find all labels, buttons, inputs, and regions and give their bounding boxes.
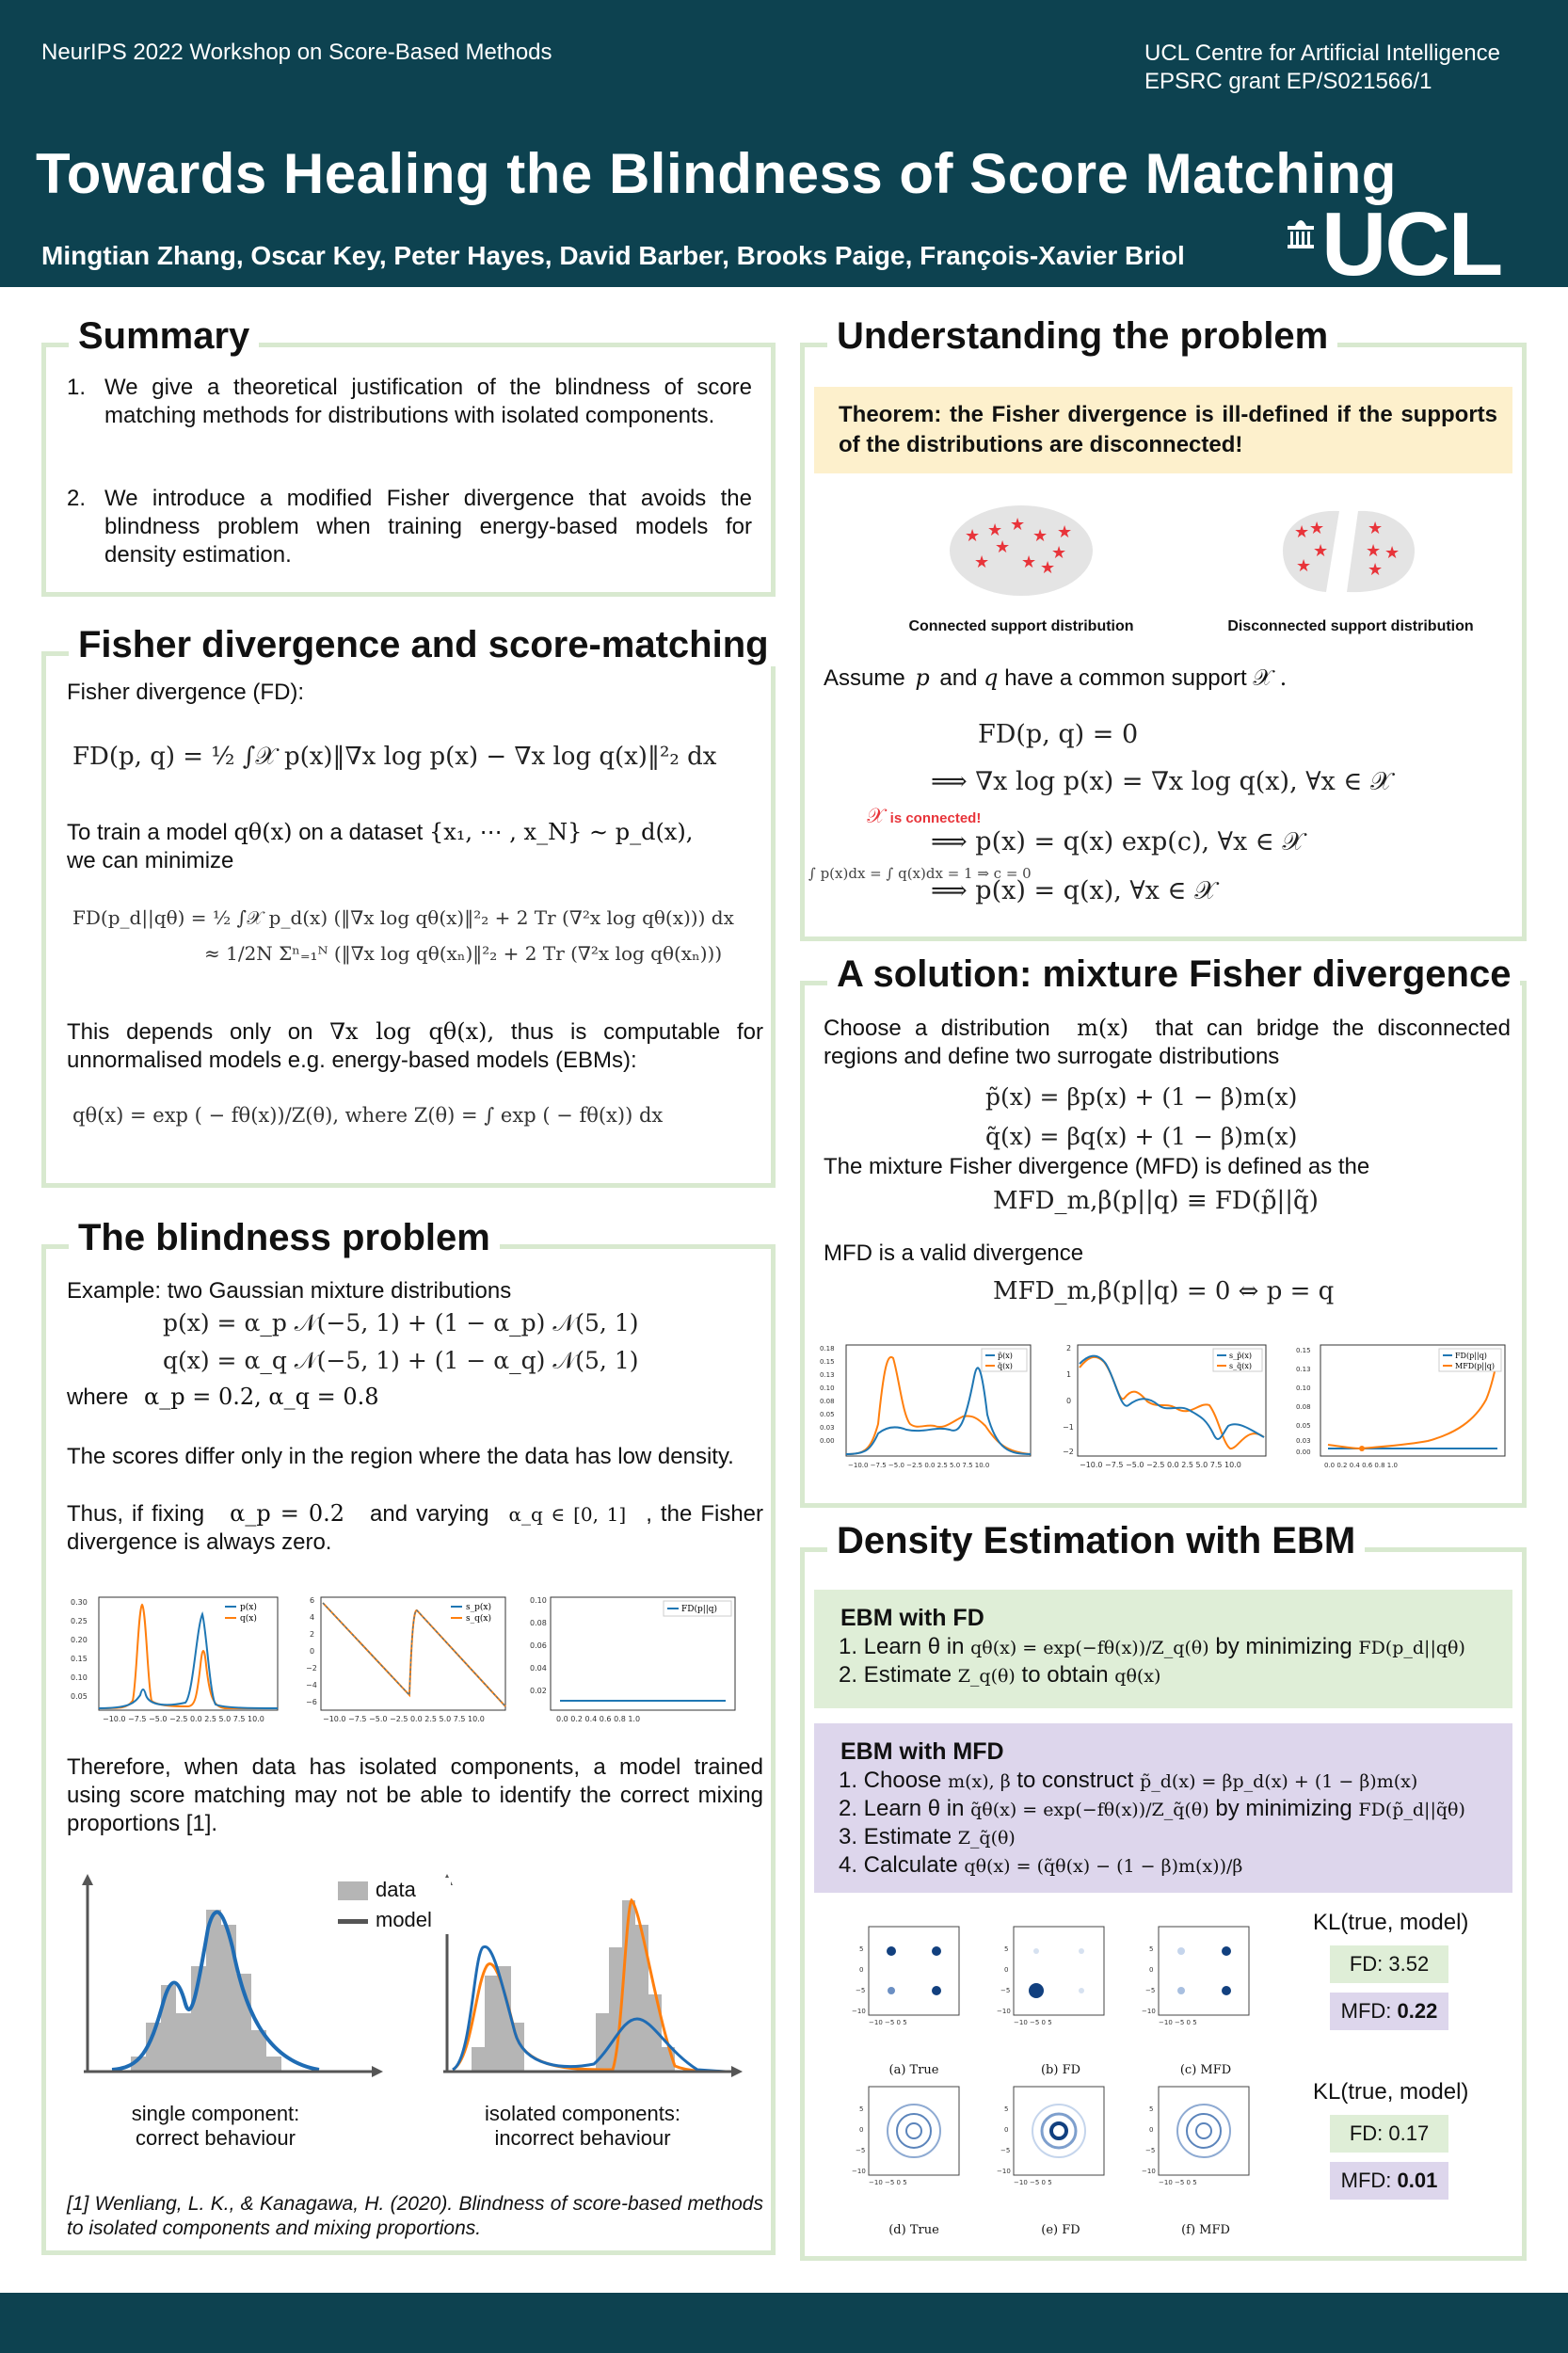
- svg-text:−5: −5: [1000, 2147, 1011, 2154]
- fisher-section: [41, 624, 776, 1188]
- fd-equation: FD(p, q) = ½ ∫𝒳 p(x)‖∇x log p(x) − ∇x log q(x)‖²₂ dx: [72, 743, 717, 771]
- legend-model-label: model: [376, 1908, 432, 1931]
- svg-text:p(x): p(x): [240, 1603, 257, 1612]
- svg-text:0.05: 0.05: [1296, 1422, 1311, 1430]
- summary-item: [67, 374, 752, 430]
- where-text: [67, 1383, 379, 1412]
- theorem-box: [814, 387, 1512, 473]
- caption-line: isolated components:: [485, 2102, 680, 2125]
- where-math: α_p = 0.2, α_q = 0.8: [144, 1384, 379, 1410]
- svg-text:2: 2: [1066, 1344, 1072, 1353]
- svg-text:−5: −5: [1000, 1987, 1011, 1994]
- assume-q: q: [984, 664, 999, 691]
- svg-text:−10: −10: [997, 2168, 1011, 2175]
- svg-text:5: 5: [859, 1945, 864, 1953]
- step-text: 1. Learn θ in: [839, 1634, 965, 1659]
- where-label: where: [67, 1385, 129, 1410]
- derivation-line1: FD(p, q) = 0: [978, 720, 1139, 749]
- svg-text:★: ★: [1294, 522, 1310, 541]
- thus-math1: α_p = 0.2: [230, 1500, 344, 1527]
- svg-text:0.08: 0.08: [820, 1398, 835, 1405]
- mfd-equation: MFD_m,β(p||q) ≡ FD(p̃||q̃): [993, 1187, 1319, 1215]
- mfd-definition-text: The mixture Fisher divergence (MFD) is defined as the: [824, 1154, 1370, 1179]
- svg-text:0.06: 0.06: [530, 1641, 547, 1650]
- svg-text:−10: −10: [1142, 2168, 1156, 2175]
- svg-text:FD(p||q): FD(p||q): [681, 1605, 718, 1614]
- ebm-mfd-step: [839, 1823, 1016, 1852]
- svg-text:−10 −5 0 5: −10 −5 0 5: [1014, 2019, 1052, 2026]
- assume-b: have a common support: [1004, 665, 1247, 691]
- svg-text:4: 4: [310, 1613, 315, 1622]
- caption-line: incorrect behaviour: [494, 2126, 671, 2150]
- svg-text:−10 −5 0 5: −10 −5 0 5: [869, 2019, 907, 2026]
- ebm-fd-step: [839, 1661, 1160, 1690]
- choose-b: that can bridge the disconnected regions and define two surrogate distributions: [824, 1016, 1511, 1069]
- choose-m: m(x): [1077, 1015, 1129, 1041]
- score-plot: [293, 1590, 511, 1731]
- blindness-section: [41, 1217, 776, 2255]
- density-plot: [65, 1590, 283, 1731]
- kl-fd-result: FD: 3.52: [1330, 1945, 1448, 1983]
- ebm-mfd-step: [839, 1795, 1465, 1824]
- density-image-fd-rings: [987, 2085, 1110, 2188]
- svg-text:0.00: 0.00: [1296, 1449, 1311, 1456]
- density-image-mfd-grid: [1132, 1925, 1255, 2028]
- kl-label: KL(true, model): [1313, 2079, 1469, 2105]
- svg-text:−5: −5: [856, 2147, 866, 2154]
- kl-mfd-result: [1330, 1993, 1448, 2030]
- step-math: qθ(x) = (q̃θ(x) − (1 − β)m(x))/β: [964, 1856, 1243, 1877]
- item-text: We give a theoretical justification of the blindness of score matching methods for distributions with isolated components.: [104, 375, 752, 428]
- svg-text:−5: −5: [1145, 2147, 1156, 2154]
- objective-line1: FD(p_d||qθ) = ½ ∫𝒳 p_d(x) (‖∇x log qθ(x)‖²₂ + 2 Tr (∇²x log qθ(x))) dx: [72, 906, 734, 929]
- step-math: qθ(x): [1114, 1666, 1161, 1687]
- svg-text:0: 0: [859, 1966, 864, 1974]
- caption-line: correct behaviour: [136, 2126, 296, 2150]
- svg-text:★: ★: [965, 526, 981, 545]
- svg-text:0.05: 0.05: [820, 1411, 835, 1418]
- density-image-mfd-rings: [1132, 2085, 1255, 2188]
- svg-text:−10: −10: [997, 2008, 1011, 2015]
- svg-text:0.0 0.2 0.4 0.6 0.: 0.0 0.2 0.4 0.6 0.8 1.0: [556, 1715, 641, 1723]
- derivation-line4: ⟹ p(x) = q(x), ∀x ∈ 𝒳: [931, 876, 1217, 905]
- summary-item: [67, 485, 752, 569]
- assume-p: p: [915, 664, 930, 691]
- step-math: Z_q(θ): [957, 1666, 1016, 1687]
- p-equation: p(x) = α_p 𝒩(−5, 1) + (1 − α_p) 𝒩(5, 1): [163, 1309, 639, 1337]
- svg-text:0.13: 0.13: [1296, 1366, 1311, 1373]
- svg-text:0.15: 0.15: [820, 1358, 835, 1366]
- step-math: m(x), β: [948, 1771, 1011, 1792]
- svg-text:−10.0 −7.5 −5.0 −2.5 0.0 2.5 5: −10.0 −7.5 −5.0 −2.5 0.0 2.5 5.0 7.5 10.0: [848, 1462, 990, 1469]
- svg-text:★: ★: [1032, 526, 1048, 545]
- svg-text:0.08: 0.08: [530, 1619, 547, 1627]
- svg-text:−5: −5: [1145, 1987, 1156, 1994]
- choose-text: [824, 1014, 1511, 1071]
- q-equation: q(x) = α_q 𝒩(−5, 1) + (1 − α_q) 𝒩(5, 1): [163, 1347, 639, 1374]
- thus-b: and varying: [370, 1501, 489, 1527]
- density-image-true-grid: [842, 1925, 965, 2028]
- surrogate-density-plot: [812, 1339, 1038, 1481]
- footer-bar: [0, 2293, 1568, 2353]
- theorem-text: Theorem: the Fisher divergence is ill-defined if the supports of the distributions are disconnected!: [839, 402, 1497, 457]
- svg-text:q(x): q(x): [240, 1614, 257, 1624]
- caption-mfd-rings: (f) MFD: [1181, 2223, 1230, 2237]
- density-section: [800, 1520, 1527, 2261]
- kl-mfd-value: 0.22: [1397, 1999, 1438, 2023]
- svg-text:1: 1: [1066, 1370, 1072, 1379]
- svg-text:0.15: 0.15: [71, 1655, 88, 1663]
- ebm-equation: qθ(x) = exp ( − fθ(x))/Z(θ), where Z(θ) = ∫ exp ( − fθ(x)) dx: [72, 1104, 664, 1127]
- svg-text:−10.0 −7.5 −5.0 −2.5 0.0 2.5 5: −10.0 −7.5 −5.0 −2.5 0.0 2.5 5.0 7.5 10.0: [323, 1715, 485, 1723]
- svg-text:0.08: 0.08: [1296, 1403, 1311, 1411]
- assume-x: 𝒳 .: [1253, 664, 1288, 691]
- svg-text:0.00: 0.00: [820, 1437, 835, 1445]
- fisher-title: Fisher divergence and score-matching: [69, 624, 778, 666]
- step-text: by minimizing: [1215, 1634, 1352, 1659]
- step-text: 2. Estimate: [839, 1662, 952, 1688]
- train-data-math: {x₁, ⋯ , x_N} ∼ p_d(x),: [428, 819, 694, 845]
- step-math: qθ(x) = exp(−fθ(x))/Z_q(θ): [970, 1638, 1209, 1658]
- svg-text:0.10: 0.10: [820, 1385, 835, 1392]
- kl-mfd-label: MFD:: [1340, 1999, 1398, 2023]
- item-number: 2.: [67, 486, 87, 511]
- caption-line: single component:: [131, 2102, 300, 2125]
- step-text: 3. Estimate: [839, 1824, 952, 1849]
- svg-text:5: 5: [859, 2105, 864, 2113]
- svg-text:s_q(x): s_q(x): [466, 1614, 491, 1624]
- ebm-fd-panel: [814, 1590, 1512, 1708]
- svg-text:0: 0: [1004, 1966, 1009, 1974]
- svg-text:−6: −6: [306, 1698, 317, 1706]
- svg-text:0: 0: [310, 1647, 315, 1656]
- summary-section: [41, 315, 776, 597]
- density-title: Density Estimation with EBM: [827, 1520, 1365, 1562]
- svg-text:★: ★: [1051, 543, 1067, 562]
- blindness-title: The blindness problem: [69, 1217, 500, 1259]
- svg-text:−2: −2: [306, 1664, 317, 1673]
- choose-a: Choose a distribution: [824, 1016, 1050, 1041]
- svg-text:−10.0 −7.5 −5.0 −2.5 0.0 2.5 5: −10.0 −7.5 −5.0 −2.5 0.0 2.5 5.0 7.5 10.0: [1080, 1461, 1241, 1469]
- ebm-mfd-title: EBM with MFD: [840, 1738, 1004, 1765]
- step-math: p̃_d(x) = βp_d(x) + (1 − β)m(x): [1140, 1771, 1418, 1792]
- author-list: Mingtian Zhang, Oscar Key, Peter Hayes, David Barber, Brooks Paige, François-Xavier Briol: [41, 241, 1185, 270]
- depends-text: [67, 1017, 763, 1075]
- svg-text:★: ★: [974, 552, 990, 571]
- train-text-c: we can minimize: [67, 848, 234, 873]
- svg-text:5: 5: [1004, 1945, 1009, 1953]
- reference: [1] Wenliang, L. K., & Kanagawa, H. (2020). Blindness of score-based methods to isolated components and mixing proportions.: [67, 2193, 763, 2239]
- ebm-mfd-panel: [814, 1723, 1512, 1893]
- svg-text:−10 −5 0 5: −10 −5 0 5: [1014, 2179, 1052, 2186]
- svg-text:−10 −5 0 5: −10 −5 0 5: [1159, 2179, 1197, 2186]
- model-swatch: [338, 1919, 368, 1924]
- q-tilde-equation: q̃(x) = βq(x) + (1 − β)m(x): [985, 1123, 1298, 1150]
- svg-text:−4: −4: [306, 1681, 317, 1689]
- red-text: is connected!: [889, 810, 982, 826]
- caption-true-rings: (d) True: [888, 2223, 939, 2237]
- fd-zero-plot: [522, 1590, 741, 1731]
- red-x: 𝒳: [867, 805, 885, 828]
- data-swatch: [338, 1881, 368, 1900]
- objective-line2: ≈ 1/2N Σⁿ₌₁ᴺ (‖∇x log qθ(xₙ)‖²₂ + 2 Tr (∇²x log qθ(xₙ))): [204, 942, 723, 965]
- svg-text:−5: −5: [856, 1987, 866, 1994]
- step-text: by minimizing: [1215, 1796, 1352, 1821]
- connected-note: [867, 805, 981, 828]
- conference-name: NeurIPS 2022 Workshop on Score-Based Methods: [41, 40, 552, 65]
- svg-text:0.13: 0.13: [820, 1371, 835, 1379]
- svg-text:0: 0: [1004, 2126, 1009, 2134]
- svg-text:0.03: 0.03: [1296, 1437, 1311, 1445]
- svg-text:−10 −5 0 5: −10 −5 0 5: [869, 2179, 907, 2186]
- svg-text:0.05: 0.05: [71, 1692, 88, 1701]
- step-math: FD(p̃_d||q̃θ): [1358, 1800, 1465, 1820]
- svg-text:−10.0 −7.5 −5.0 −2.5 0.0 2.5 5: −10.0 −7.5 −5.0 −2.5 0.0 2.5 5.0 7.5 10.0: [103, 1715, 264, 1723]
- svg-text:0.03: 0.03: [820, 1424, 835, 1432]
- connected-caption: Connected support distribution: [908, 618, 1134, 634]
- density-image-fd-grid: [987, 1925, 1110, 2028]
- svg-text:0.0 0.2 0.4 0.6: 0.0 0.2 0.4 0.6 0.8 1.0: [1324, 1462, 1398, 1469]
- caption-fd: (b) FD: [1040, 2063, 1081, 2077]
- legend-data-label: data: [376, 1878, 416, 1901]
- svg-text:0.18: 0.18: [820, 1345, 835, 1353]
- connected-support-figure: [946, 504, 1096, 598]
- valid-equation: MFD_m,β(p||q) = 0 ⇔ p = q: [993, 1277, 1335, 1305]
- svg-text:5: 5: [1004, 2105, 1009, 2113]
- solution-section: [800, 953, 1527, 1508]
- ebm-mfd-step: [839, 1767, 1417, 1796]
- svg-text:0.10: 0.10: [1296, 1385, 1311, 1392]
- step-math: q̃θ(x) = exp(−fθ(x))/Z_q̃(θ): [970, 1800, 1209, 1820]
- step-math: Z_q̃(θ): [957, 1828, 1016, 1849]
- svg-text:★: ★: [1309, 519, 1325, 537]
- figure-legend: [338, 1878, 451, 1934]
- svg-text:0.15: 0.15: [1296, 1347, 1311, 1354]
- affiliation: [1144, 40, 1500, 96]
- svg-text:★: ★: [1010, 515, 1026, 534]
- svg-text:p̃(x): p̃(x): [998, 1352, 1013, 1360]
- svg-text:0: 0: [859, 2126, 864, 2134]
- p-tilde-equation: p̃(x) = βp(x) + (1 − β)m(x): [985, 1083, 1298, 1111]
- fd-intro: Fisher divergence (FD):: [67, 680, 305, 705]
- step-math: FD(p_d||qθ): [1358, 1638, 1465, 1658]
- summary-title: Summary: [69, 315, 259, 358]
- step-text: 1. Choose: [839, 1768, 942, 1793]
- therefore-text: Therefore, when data has isolated components, a model trained using score matching may not be able to identify the correct mixing proportions [1].: [67, 1754, 763, 1836]
- svg-text:0.02: 0.02: [530, 1687, 547, 1695]
- poster-title: Towards Healing the Blindness of Score Matching: [36, 142, 1397, 205]
- svg-text:★: ★: [1366, 541, 1382, 560]
- svg-text:0.30: 0.30: [71, 1598, 88, 1607]
- thus-c: , the Fisher divergence is always zero.: [67, 1501, 764, 1555]
- depends-a: This depends only on: [67, 1019, 313, 1045]
- ucl-logo: [1288, 194, 1523, 295]
- surrogate-score-plot: [1049, 1339, 1275, 1481]
- thus-text: [67, 1499, 763, 1557]
- scores-text: The scores differ only in the region where the data has low density.: [67, 1444, 734, 1469]
- kl-fd-result: FD: 0.17: [1330, 2115, 1448, 2153]
- svg-text:★: ★: [1040, 558, 1056, 577]
- svg-text:−10: −10: [852, 2008, 866, 2015]
- step-text: 2. Learn θ in: [839, 1796, 965, 1821]
- svg-text:−2: −2: [1063, 1448, 1074, 1456]
- svg-text:q̃(x): q̃(x): [998, 1362, 1013, 1370]
- svg-text:★: ★: [995, 537, 1011, 556]
- left-figure-caption: [74, 2102, 357, 2151]
- svg-text:0.10: 0.10: [71, 1673, 88, 1682]
- train-text: [67, 818, 763, 875]
- svg-text:0: 0: [1066, 1397, 1072, 1405]
- svg-text:0.25: 0.25: [71, 1617, 88, 1625]
- step-text: to construct: [1016, 1768, 1134, 1793]
- svg-text:−10: −10: [852, 2168, 866, 2175]
- item-number: 1.: [67, 375, 87, 400]
- svg-text:★: ★: [1368, 560, 1384, 579]
- affiliation-line: UCL Centre for Artificial Intelligence: [1144, 40, 1500, 66]
- solution-title: A solution: mixture Fisher divergence: [827, 953, 1520, 996]
- svg-text:★: ★: [1313, 541, 1329, 560]
- kl-label: KL(true, model): [1313, 1910, 1469, 1935]
- svg-text:FD(p||q): FD(p||q): [1455, 1352, 1487, 1360]
- normalisation-note: ∫ p(x)dx = ∫ q(x)dx = 1 ⇒ c = 0: [808, 865, 1032, 882]
- item-text: We introduce a modified Fisher divergence that avoids the blindness problem when training energy-based models for density estimation.: [104, 486, 752, 568]
- step-text: 4. Calculate: [839, 1852, 958, 1878]
- depends-math: ∇x log qθ(x),: [329, 1018, 495, 1045]
- step-text: to obtain: [1021, 1662, 1109, 1688]
- svg-text:2: 2: [310, 1630, 315, 1639]
- grant-line: EPSRC grant EP/S021566/1: [1144, 69, 1432, 94]
- train-text-a: To train a model: [67, 820, 228, 845]
- right-figure-caption: [441, 2102, 724, 2151]
- svg-text:★: ★: [1296, 556, 1312, 575]
- svg-text:s_p̃(x): s_p̃(x): [1229, 1352, 1252, 1360]
- svg-text:0.20: 0.20: [71, 1636, 88, 1644]
- svg-text:s_p(x): s_p(x): [466, 1603, 491, 1612]
- thus-math2: α_q ∈ [0, 1]: [508, 1503, 627, 1526]
- derivation-line3: ⟹ p(x) = q(x) exp(c), ∀x ∈ 𝒳: [931, 827, 1304, 856]
- svg-text:★: ★: [1057, 522, 1073, 541]
- svg-text:6: 6: [310, 1596, 315, 1605]
- assume-text: [824, 664, 1287, 693]
- svg-text:0.04: 0.04: [530, 1664, 547, 1673]
- train-model-math: qθ(x): [233, 819, 293, 845]
- svg-text:5: 5: [1149, 2105, 1154, 2113]
- fd-vs-mfd-plot: [1287, 1339, 1512, 1481]
- svg-text:0: 0: [1149, 1966, 1154, 1974]
- ebm-mfd-step: [839, 1851, 1242, 1881]
- thus-a: Thus, if fixing: [67, 1501, 205, 1527]
- svg-text:★: ★: [1384, 543, 1400, 562]
- depends-b: thus is computable for unnormalised models e.g. energy-based models (EBMs):: [67, 1019, 763, 1073]
- understanding-section: [800, 315, 1527, 941]
- svg-text:0: 0: [1149, 2126, 1154, 2134]
- caption-mfd: (c) MFD: [1179, 2063, 1232, 2077]
- isolated-components-figure: [434, 1872, 744, 2089]
- svg-text:−10: −10: [1142, 2008, 1156, 2015]
- svg-text:★: ★: [987, 520, 1003, 539]
- valid-text: MFD is a valid divergence: [824, 1241, 1084, 1266]
- ebm-fd-title: EBM with FD: [840, 1605, 984, 1631]
- svg-text:★: ★: [1368, 519, 1384, 537]
- train-text-b: on a dataset: [298, 820, 424, 845]
- svg-text:★: ★: [1021, 552, 1037, 571]
- svg-text:0.10: 0.10: [530, 1596, 547, 1605]
- example-text: Example: two Gaussian mixture distributions: [67, 1278, 512, 1304]
- assume-and: and: [939, 665, 978, 691]
- derivation-line2: ⟹ ∇x log p(x) = ∇x log q(x), ∀x ∈ 𝒳: [931, 767, 1393, 796]
- density-image-true-rings: [842, 2085, 965, 2188]
- understanding-title: Understanding the problem: [827, 315, 1337, 358]
- kl-mfd-result: [1330, 2162, 1448, 2200]
- svg-text:5: 5: [1149, 1945, 1154, 1953]
- header-banner: [0, 0, 1568, 295]
- svg-text:−10 −5 0 5: −10 −5 0 5: [1159, 2019, 1197, 2026]
- caption-true: (a) True: [888, 2063, 939, 2077]
- kl-mfd-value: 0.01: [1397, 2169, 1438, 2192]
- svg-text:s_q̃(x): s_q̃(x): [1229, 1362, 1252, 1370]
- kl-mfd-label: MFD:: [1340, 2169, 1398, 2192]
- logo-text: UCL: [1321, 194, 1502, 295]
- svg-text:MFD(p||q): MFD(p||q): [1455, 1362, 1496, 1370]
- disconnected-support-figure: [1273, 504, 1424, 598]
- assume-a: Assume: [824, 665, 905, 691]
- caption-fd-rings: (e) FD: [1041, 2223, 1080, 2237]
- svg-text:−1: −1: [1063, 1423, 1074, 1432]
- ebm-fd-step: [839, 1633, 1465, 1662]
- disconnected-caption: Disconnected support distribution: [1227, 618, 1474, 634]
